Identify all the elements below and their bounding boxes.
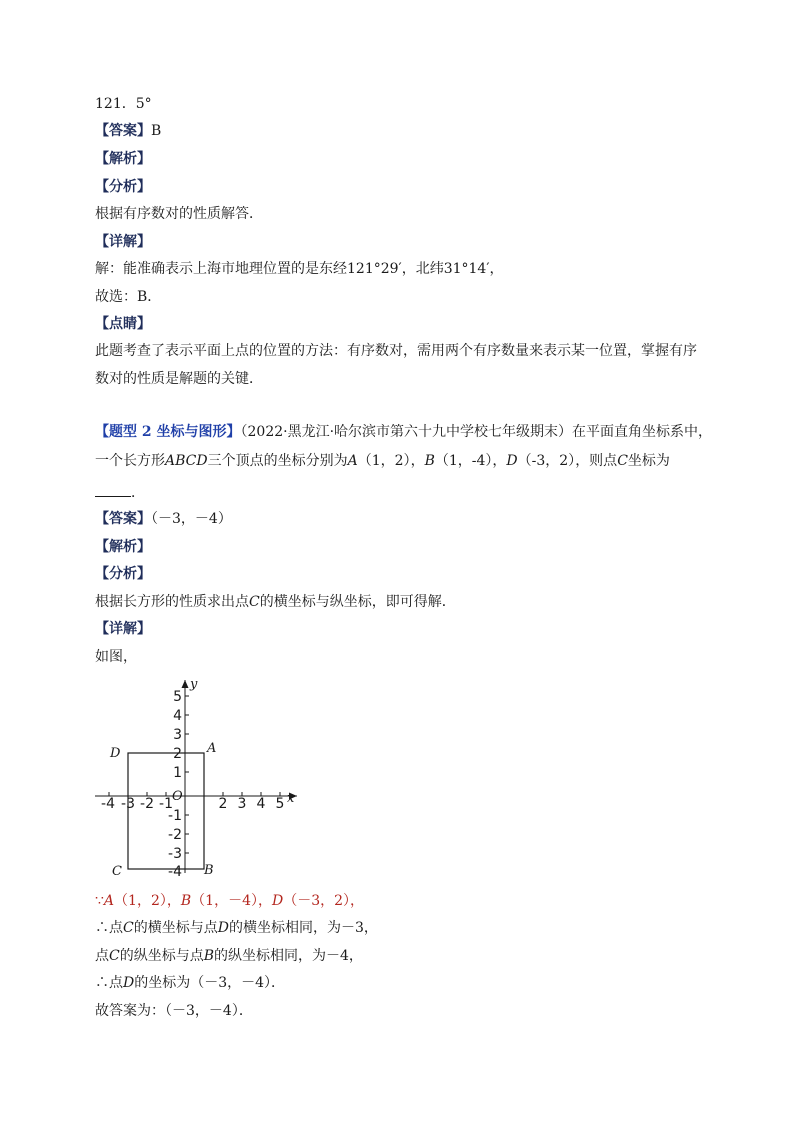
x-tick-label: -1 <box>159 796 173 812</box>
x-axis-label: x <box>287 791 295 806</box>
x-tick-label: 2 <box>218 796 228 812</box>
point-d-coord: （-3，2） <box>517 453 576 469</box>
q1-fenxi-label: 【分析】 <box>95 179 151 195</box>
q2-stem-line3 <box>95 482 145 503</box>
q1-comment-line2: 数对的性质是解题的关键． <box>95 371 263 387</box>
point-a-coord: （1，2） <box>357 453 411 469</box>
q2-fenxi-text <box>95 592 456 612</box>
y-axis-label: y <box>190 677 198 692</box>
step-text: 的横坐标与点 <box>133 920 218 936</box>
y-tick-label: -3 <box>168 846 182 862</box>
q1-detail-line1: 解：能准确表示上海市地理位置的是东经121°29′，北纬31°14′， <box>95 261 504 277</box>
point-c-name: C <box>617 453 628 469</box>
y-tick-labels <box>168 689 182 880</box>
y-tick-label: 4 <box>173 708 182 724</box>
q2-stem-line2: 一个长方形ABCD三个顶点的坐标分别为A（1，2），B（1，-4），D（-3，2），则点C坐标为 <box>95 453 670 469</box>
stem-text: 坐标为 <box>627 453 670 469</box>
q2-step1 <box>95 891 364 911</box>
y-axis-arrow <box>182 680 189 688</box>
y-tick-marks <box>185 696 189 853</box>
point-a-label: A <box>207 741 217 756</box>
point-c-label: C <box>112 864 122 879</box>
q2-analysis-label: 【解析】 <box>95 539 151 555</box>
stem-abcd: ABCD <box>165 453 208 469</box>
point-c-name: C <box>123 920 134 936</box>
point-b-name: B <box>203 948 215 964</box>
q2-detail-label: 【详解】 <box>95 621 151 637</box>
point-labels <box>109 677 295 879</box>
point-d-name: D <box>123 975 135 991</box>
point-b-name: B <box>180 893 192 909</box>
x-tick-label: -2 <box>140 796 154 812</box>
q2-detail-intro: 如图， <box>95 649 137 665</box>
x-tick-label: 3 <box>237 796 247 812</box>
q1-answer <box>95 121 161 141</box>
q2-step4 <box>95 973 285 993</box>
q2-stem-line1 <box>95 422 712 442</box>
x-tick-labels <box>101 796 284 812</box>
stem-text: ，则点 <box>575 453 618 469</box>
x-tick-label: 5 <box>275 796 285 812</box>
y-tick-label: 1 <box>173 765 182 781</box>
answer-value: （－3，－4） <box>151 511 232 527</box>
q2-answer <box>95 509 232 529</box>
stem-text: 三个顶点的坐标分别为 <box>207 453 348 469</box>
coordinate-plane <box>90 672 310 882</box>
answer-value: B <box>151 123 162 139</box>
q1-tail-text: 121．5° <box>95 96 152 112</box>
point-d-coord: （－3，2）， <box>283 893 365 909</box>
q2-fenxi-label: 【分析】 <box>95 566 151 582</box>
x-tick-label: -4 <box>101 796 115 812</box>
y-tick-label: 3 <box>173 727 182 743</box>
point-a-name: A <box>347 453 358 469</box>
because-symbol: ∵ <box>95 893 104 909</box>
point-b-label: B <box>204 863 214 878</box>
y-tick-label: 5 <box>173 689 182 705</box>
point-b-name: B <box>424 453 435 469</box>
fenxi-text: 的横坐标与纵坐标，即可得解． <box>259 594 456 610</box>
q2-step3 <box>95 946 363 966</box>
y-tick-label: -1 <box>168 808 182 824</box>
q1-fenxi-text: 根据有序数对的性质解答． <box>95 206 263 222</box>
point-a-coord: （1，2）， <box>114 893 181 909</box>
step-text: ∴点 <box>95 975 123 991</box>
y-tick-label: -2 <box>168 827 182 843</box>
answer-label: 【答案】 <box>95 511 151 527</box>
step-text: 的纵坐标与点 <box>119 948 204 964</box>
x-tick-label: -3 <box>121 796 135 812</box>
step-text: 的纵坐标相同，为－4， <box>214 948 363 964</box>
point-d-label: D <box>110 746 121 761</box>
stem-text: 一个长方形 <box>95 453 165 469</box>
y-tick-label: -4 <box>168 864 182 880</box>
point-d-name: D <box>217 920 229 936</box>
q2-final-answer: 故答案为：（－3，－4）． <box>95 1003 253 1019</box>
step-text: 的坐标为（－3，－4）． <box>134 975 286 991</box>
origin-label: O <box>172 789 183 804</box>
q1-comment-label: 【点睛】 <box>95 316 151 332</box>
step-text: 的横坐标相同，为－3， <box>228 920 378 936</box>
q1-analysis-label: 【解析】 <box>95 151 151 167</box>
point-a-name: A <box>103 893 115 909</box>
x-tick-label: 4 <box>256 796 266 812</box>
point-b-coord: （1，-4） <box>434 453 493 469</box>
step-text: 点 <box>95 948 109 964</box>
fenxi-point-c: C <box>249 594 260 610</box>
q2-tag: 【题型 2 坐标与图形】 <box>95 424 241 440</box>
point-b-coord: （1，－4）， <box>191 893 272 909</box>
stem-text: ． <box>131 485 145 501</box>
q1-detail-label: 【详解】 <box>95 234 151 250</box>
point-d-name: D <box>506 453 518 469</box>
fenxi-text: 根据长方形的性质求出点 <box>95 594 249 610</box>
answer-blank <box>95 482 131 497</box>
point-c-name: C <box>109 948 120 964</box>
q2-source: （2022·黑龙江·哈尔滨市第六十九中学校七年级期末） <box>240 424 573 440</box>
coordinate-figure <box>90 672 310 886</box>
q1-comment-line1: 此题考查了表示平面上点的位置的方法：有序数对，需用两个有序数量来表示某一位置，掌握有序 <box>95 343 697 359</box>
step-text: ∴点 <box>95 920 123 936</box>
q1-detail-line2: 故选：B． <box>95 289 162 305</box>
y-tick-label: 2 <box>173 746 182 762</box>
point-d-name: D <box>272 893 284 909</box>
answer-label: 【答案】 <box>95 123 151 139</box>
q2-stem-line1-end: 在平面直角坐标系中， <box>572 424 713 440</box>
q2-step2 <box>95 918 378 938</box>
